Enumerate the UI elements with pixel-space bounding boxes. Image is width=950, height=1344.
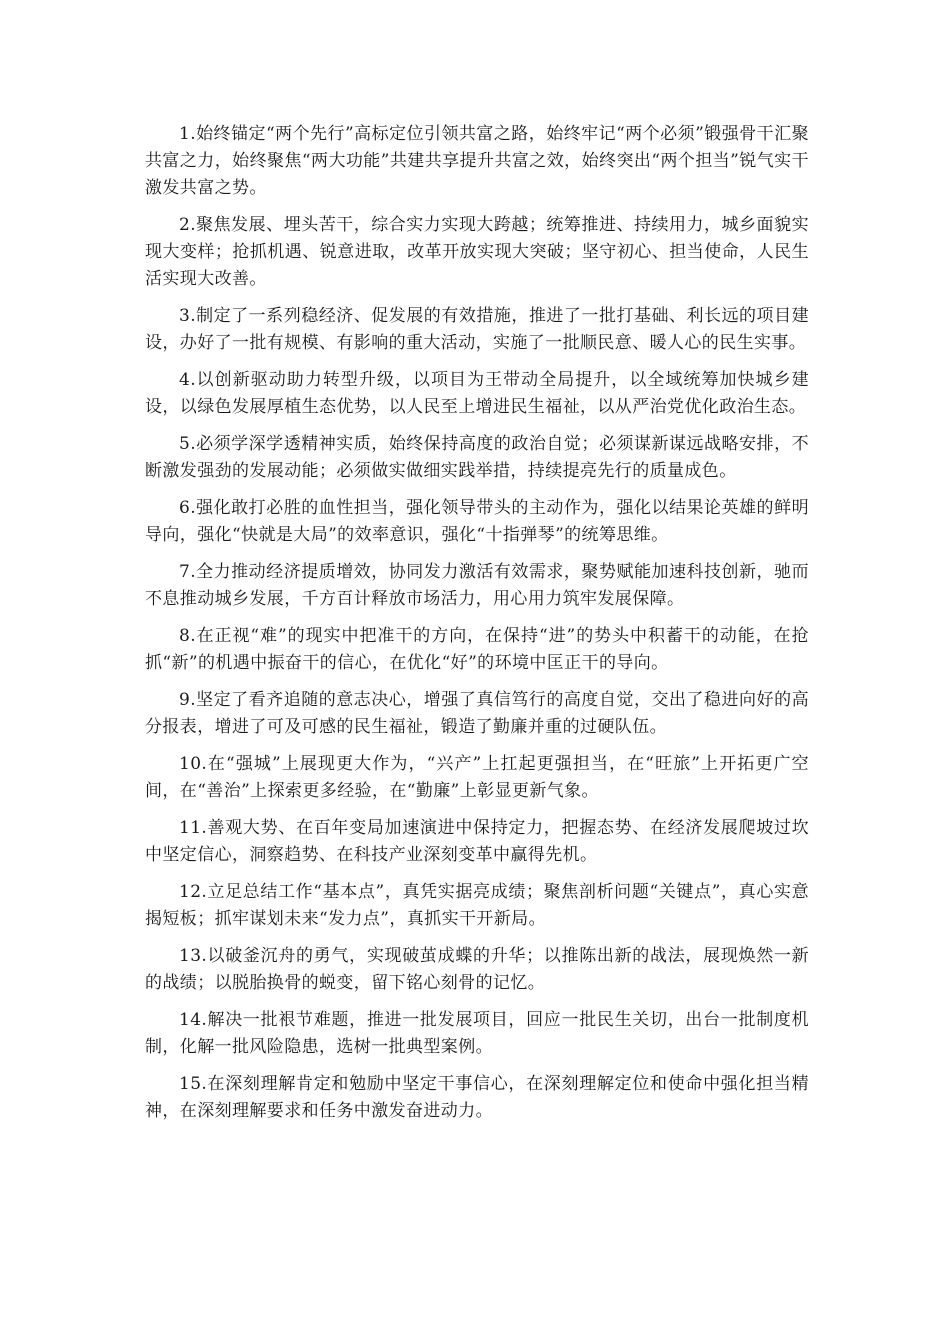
paragraph-2: 2.聚焦发展、埋头苦干，综合实力实现大跨越；统筹推进、持续用力，城乡面貌实现大变样；抢抓机遇、锐意进取，改革开放实现大突破；坚守初心、担当使命，人民生活实现大改善。	[145, 215, 809, 289]
paragraph-10: 10.在“强城”上展现更大作为，“兴产”上扛起更强担当，在“旺旅”上开拓更广空间，在“善治”上探索更多经验，在“勤廉”上彰显更新气象。	[145, 754, 809, 801]
paragraph-15: 15.在深刻理解肯定和勉励中坚定干事信心，在深刻理解定位和使命中强化担当精神，在深刻理解要求和任务中激发奋进动力。	[145, 1074, 809, 1121]
paragraph-6: 6.强化敢打必胜的血性担当，强化领导带头的主动作为，强化以结果论英雄的鲜明导向，强化“快就是大局”的效率意识，强化“十指弹琴”的统筹思维。	[145, 498, 809, 545]
paragraph-1: 1.始终锚定“两个先行”高标定位引领共富之路，始终牢记“两个必须”锻强骨干汇聚共富之力，始终聚焦“两大功能”共建共享提升共富之效，始终突出“两个担当”锐气实干激发共富之势。	[145, 124, 809, 198]
paragraph-3: 3.制定了一系列稳经济、促发展的有效措施，推进了一批打基础、利长远的项目建设，办好了一批有规模、有影响的重大活动，实施了一批顺民意、暖人心的民生实事。	[145, 306, 809, 353]
paragraph-7: 7.全力推动经济提质增效，协同发力激活有效需求，聚势赋能加速科技创新，驰而不息推动城乡发展，千方百计释放市场活力，用心用力筑牢发展保障。	[145, 562, 809, 609]
paragraph-9: 9.坚定了看齐追随的意志决心，增强了真信笃行的高度自觉，交出了稳进向好的高分报表，增进了可及可感的民生福祉，锻造了勤廉并重的过硬队伍。	[145, 690, 809, 737]
paragraph-14: 14.解决一批裉节难题，推进一批发展项目，回应一批民生关切，出台一批制度机制，化解一批风险隐患，选树一批典型案例。	[145, 1010, 809, 1057]
paragraph-5: 5.必须学深学透精神实质，始终保持高度的政治自觉；必须谋新谋远战略安排，不断激发强劲的发展动能；必须做实做细实践举措，持续提亮先行的质量成色。	[145, 434, 809, 481]
paragraph-11: 11.善观大势、在百年变局加速演进中保持定力，把握态势、在经济发展爬坡过坎中坚定信心，洞察趋势、在科技产业深刻变革中赢得先机。	[145, 818, 809, 865]
paragraph-4: 4.以创新驱动助力转型升级，以项目为王带动全局提升，以全域统筹加快城乡建设，以绿色发展厚植生态优势，以人民至上增进民生福祉，以从严治党优化政治生态。	[145, 370, 809, 417]
paragraph-13: 13.以破釜沉舟的勇气，实现破茧成蝶的升华；以推陈出新的战法，展现焕然一新的战绩；以脱胎换骨的蜕变，留下铭心刻骨的记忆。	[145, 946, 809, 993]
paragraph-12: 12.立足总结工作“基本点”，真凭实据亮成绩；聚焦剖析问题“关键点”，真心实意揭短板；抓牢谋划未来“发力点”，真抓实干开新局。	[145, 882, 809, 929]
document-body	[145, 121, 809, 1135]
paragraph-8: 8.在正视“难”的现实中把准干的方向，在保持“进”的势头中积蓄干的动能，在抢抓“新”的机遇中振奋干的信心，在优化“好”的环境中匡正干的导向。	[145, 626, 809, 673]
